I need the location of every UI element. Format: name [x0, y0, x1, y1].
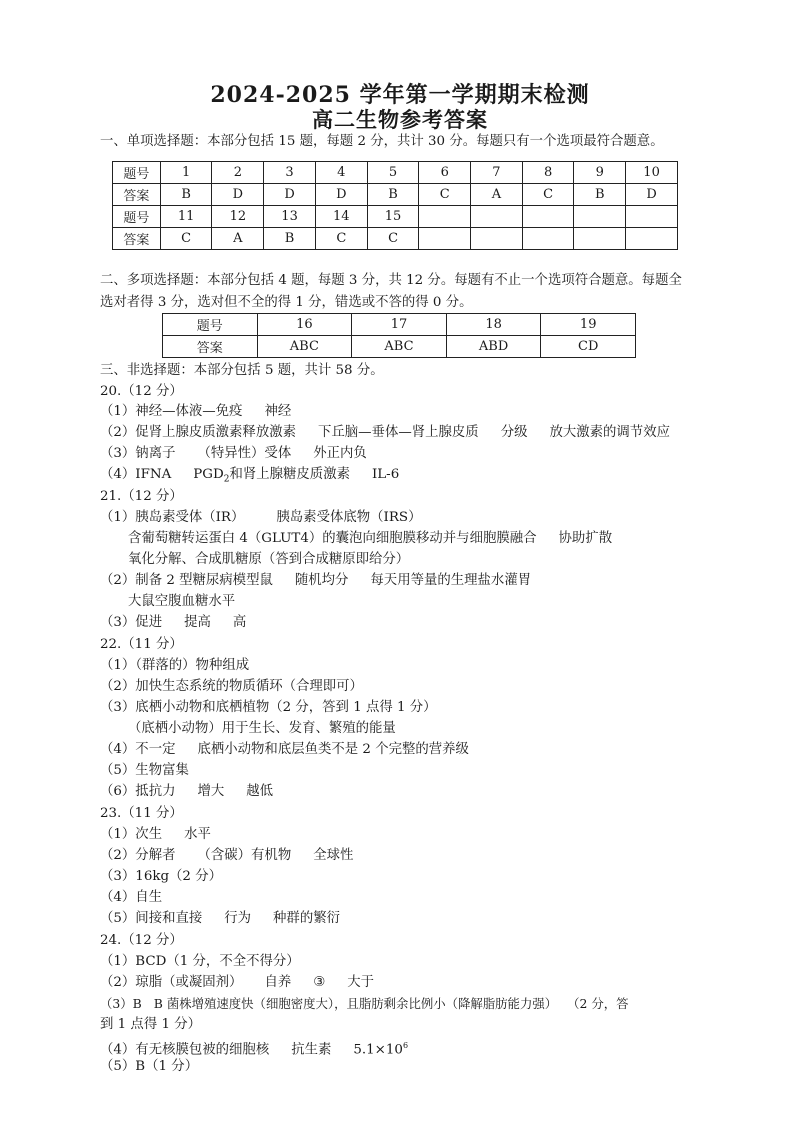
answer-text: （4）IFNA	[100, 467, 172, 482]
answer-text: 全球性	[313, 848, 354, 863]
table-row	[113, 206, 678, 228]
q21-answer-2	[128, 530, 612, 548]
q23-answer-3: （3）16kg（2 分）	[100, 869, 222, 884]
q22-answer-3: （3）底栖小动物和底栖植物（2 分，答到 1 点得 1 分）	[100, 700, 437, 715]
answer-cell: ABC	[257, 336, 352, 358]
answer-text: IL-6	[371, 467, 400, 482]
answer-text: 下丘脑—垂体—肾上腺皮质	[318, 425, 479, 440]
answer-text: （3）B	[100, 996, 142, 1011]
header-label: 题号	[113, 162, 161, 184]
exam-title: 2024-2025 学年第一学期期末检测	[210, 82, 590, 108]
section1-intro: 一、单项选择题：本部分包括 15 题，每题 2 分，共计 30 分。每题只有一个选项最符合题意。	[100, 134, 664, 149]
q20-answer-1	[100, 403, 291, 421]
q24-answer-2	[100, 974, 374, 992]
answer-text: （4）不一定	[100, 742, 176, 757]
q21-answer-1	[100, 509, 421, 527]
question-number: 3	[264, 162, 316, 184]
question-number: 6	[419, 162, 471, 184]
answer-cell: D	[315, 184, 367, 206]
table-row	[113, 162, 678, 184]
question-number: 9	[574, 162, 626, 184]
q22-answer-7	[100, 783, 273, 801]
answer-cell: B	[264, 228, 316, 250]
answer-text: 越低	[246, 784, 274, 799]
q21-answer-4	[100, 572, 531, 590]
answer-text: 协助扩散	[558, 531, 613, 546]
answer-cell: ABD	[446, 336, 541, 358]
answer-text: PGD	[193, 467, 224, 482]
exam-subtitle: 高二生物参考答案	[312, 107, 488, 132]
answer-text: （6）抵抗力	[100, 784, 176, 799]
answer-text: （2 分，答	[567, 996, 629, 1011]
q20-answer-2	[100, 424, 670, 442]
answer-text: 种群的繁衍	[273, 911, 340, 926]
answer-cell: D	[212, 184, 264, 206]
q23-answer-2	[100, 847, 353, 865]
answer-text: 分级	[500, 425, 528, 440]
table-row	[163, 336, 636, 358]
answer-cell: A	[471, 184, 523, 206]
answer-text: （3）钠离子	[100, 446, 176, 461]
empty-cell	[419, 228, 471, 250]
subscript: 2	[223, 474, 230, 485]
q21-heading: 21.（12 分）	[100, 489, 183, 504]
question-number: 8	[522, 162, 574, 184]
q22-answer-4: （底栖小动物）用于生长、发育、繁殖的能量	[128, 721, 396, 736]
q22-answer-6: （5）生物富集	[100, 763, 189, 778]
q24-heading: 24.（12 分）	[100, 933, 183, 948]
empty-cell	[471, 228, 523, 250]
answer-text: 胰岛素受体底物（IRS）	[276, 510, 422, 525]
answer-cell: C	[160, 228, 212, 250]
q24-answer-1: （1）BCD（1 分，不全不得分）	[100, 954, 300, 969]
question-number: 15	[367, 206, 419, 228]
q24-answer-3	[100, 995, 629, 1013]
answer-cell: C	[419, 184, 471, 206]
answer-text: （2）促肾上腺皮质激素释放激素	[100, 425, 296, 440]
q24-answer-5: （5）B（1 分）	[100, 1059, 199, 1074]
answer-label: 答案	[113, 184, 161, 206]
answer-text: 抗生素	[291, 1042, 332, 1058]
answer-text: （2）分解者	[100, 848, 176, 863]
q20-answer-3	[100, 445, 367, 463]
question-number: 11	[160, 206, 212, 228]
answer-cell: C	[315, 228, 367, 250]
empty-cell	[574, 228, 626, 250]
answer-text: 大于	[347, 975, 375, 990]
question-number: 2	[212, 162, 264, 184]
answer-text: ③	[313, 975, 326, 990]
q21-answer-3: 氧化分解、合成肌糖原（答到合成糖原即给分）	[128, 552, 410, 567]
q23-answer-1	[100, 826, 211, 844]
answer-text: 外正内负	[313, 446, 367, 461]
answer-text: 水平	[184, 827, 211, 842]
answer-text: 随机均分	[294, 573, 349, 588]
table-row	[163, 314, 636, 336]
answer-label: 答案	[113, 228, 161, 250]
q23-heading: 23.（11 分）	[100, 806, 183, 821]
q22-answer-1: （1）（群落的）物种组成	[100, 658, 250, 673]
q22-heading: 22.（11 分）	[100, 637, 183, 652]
empty-cell	[626, 228, 678, 250]
question-number: 4	[315, 162, 367, 184]
question-number: 18	[446, 314, 541, 336]
multiple-choice-table	[162, 313, 636, 358]
answer-text: 神经	[264, 404, 292, 419]
table-row	[113, 228, 678, 250]
q20-answer-4	[100, 466, 399, 489]
answer-cell: C	[522, 184, 574, 206]
q22-answer-5	[100, 741, 469, 759]
answer-text: 和肾上腺糖皮质激素	[229, 467, 350, 482]
answer-text: （2）琼脂（或凝固剂）	[100, 975, 243, 990]
answer-text: 增大	[197, 784, 225, 799]
question-number: 5	[367, 162, 419, 184]
question-number: 19	[541, 314, 636, 336]
question-number: 14	[315, 206, 367, 228]
answer-cell: C	[367, 228, 419, 250]
section2-intro-line2: 选对者得 3 分，选对但不全的得 1 分，错选或不答的得 0 分。	[100, 295, 473, 310]
answer-text: 行为	[224, 911, 252, 926]
answer-text: 提高	[184, 615, 211, 630]
q22-answer-2: （2）加快生态系统的物质循环（合理即可）	[100, 679, 363, 694]
answer-text: （2）制备 2 型糖尿病模型鼠	[100, 573, 273, 588]
empty-cell	[522, 228, 574, 250]
answer-text: 自养	[264, 975, 292, 990]
single-choice-table	[112, 161, 678, 250]
empty-cell	[574, 206, 626, 228]
answer-cell: B	[160, 184, 212, 206]
answer-text: （特异性）受体	[197, 446, 292, 461]
q23-answer-4: （4）自生	[100, 890, 163, 905]
answer-text: （4）有无核膜包被的细胞核	[100, 1042, 270, 1058]
empty-cell	[419, 206, 471, 228]
answer-text: （3）促进	[100, 615, 163, 630]
answer-text: 5.1×10	[353, 1042, 403, 1058]
answer-text: （1）胰岛素受体（IR）	[100, 510, 245, 525]
question-number: 12	[212, 206, 264, 228]
answer-text: 含葡萄糖转运蛋白 4（GLUT4）的囊泡向细胞膜移动并与细胞膜融合	[128, 531, 537, 546]
table-row	[113, 184, 678, 206]
answer-text: 放大激素的调节效应	[549, 425, 670, 440]
empty-cell	[471, 206, 523, 228]
question-number: 10	[626, 162, 678, 184]
q23-answer-5	[100, 910, 340, 928]
answer-cell: B	[367, 184, 419, 206]
answer-text: B 菌株增殖速度快（细胞密度大），且脂肪剩余比例小（降解脂肪能力强）	[153, 996, 558, 1011]
empty-cell	[626, 206, 678, 228]
answer-cell: ABC	[352, 336, 447, 358]
header-label: 题号	[113, 206, 161, 228]
section2-intro-line1: 二、多项选择题：本部分包括 4 题，每题 3 分，共 12 分。每题有不止一个选项符合题意。每题全	[100, 273, 682, 288]
answer-text: （5）间接和直接	[100, 911, 203, 926]
answer-label: 答案	[163, 336, 258, 358]
q20-heading: 20.（12 分）	[100, 384, 183, 399]
header-label: 题号	[163, 314, 258, 336]
answer-text: 每天用等量的生理盐水灌胃	[370, 573, 532, 588]
answer-cell: D	[264, 184, 316, 206]
question-number: 1	[160, 162, 212, 184]
question-number: 13	[264, 206, 316, 228]
question-number: 16	[257, 314, 352, 336]
q21-answer-6	[100, 614, 246, 632]
superscript: 6	[402, 1041, 409, 1050]
answer-cell: CD	[541, 336, 636, 358]
answer-cell: A	[212, 228, 264, 250]
answer-text: 高	[232, 615, 247, 630]
section3-intro: 三、非选择题：本部分包括 5 题，共计 58 分。	[100, 363, 384, 378]
question-number: 17	[352, 314, 447, 336]
q24-answer-4	[100, 1037, 408, 1059]
answer-cell: D	[626, 184, 678, 206]
answer-text: 底栖小动物和底层鱼类不是 2 个完整的营养级	[197, 742, 469, 757]
empty-cell	[522, 206, 574, 228]
answer-text: （1）次生	[100, 827, 163, 842]
q21-answer-5: 大鼠空腹血糖水平	[128, 594, 236, 609]
q24-answer-3-cont: 到 1 点得 1 分）	[100, 1017, 202, 1032]
answer-text: （1）神经—体液—免疫	[100, 404, 243, 419]
question-number: 7	[471, 162, 523, 184]
answer-text: （含碳）有机物	[197, 848, 292, 863]
answer-cell: B	[574, 184, 626, 206]
